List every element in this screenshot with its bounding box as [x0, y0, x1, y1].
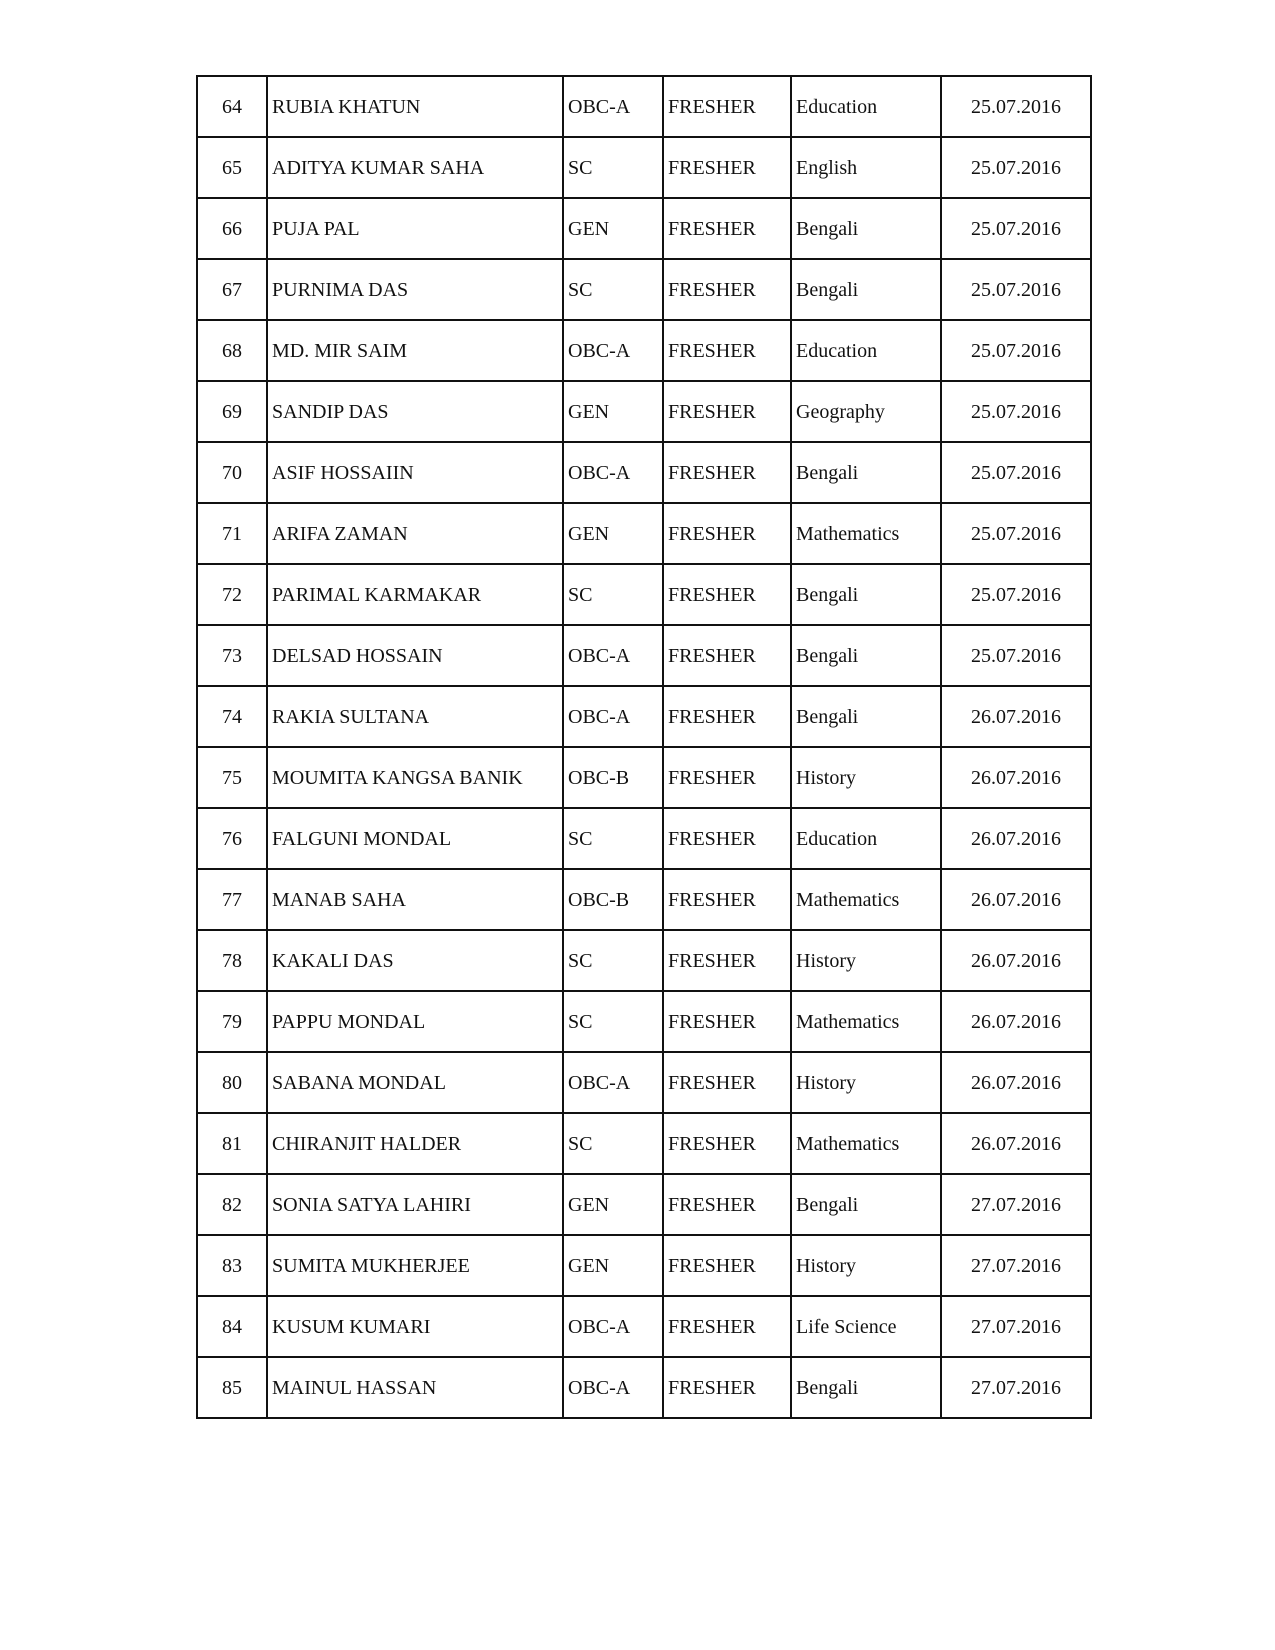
serial-number-cell: 64: [197, 76, 267, 137]
candidate-table: [196, 75, 1092, 1419]
subject-cell: Bengali: [791, 259, 941, 320]
subject-cell: Bengali: [791, 1357, 941, 1418]
category-cell: SC: [563, 137, 663, 198]
status-cell: FRESHER: [663, 869, 791, 930]
category-cell: SC: [563, 259, 663, 320]
serial-number-cell: 72: [197, 564, 267, 625]
subject-cell: English: [791, 137, 941, 198]
category-cell: GEN: [563, 503, 663, 564]
table-row: [197, 930, 1091, 991]
subject-cell: Bengali: [791, 1174, 941, 1235]
subject-cell: Education: [791, 76, 941, 137]
status-cell: FRESHER: [663, 259, 791, 320]
serial-number-cell: 71: [197, 503, 267, 564]
candidate-name-cell: SUMITA MUKHERJEE: [267, 1235, 563, 1296]
subject-cell: Life Science: [791, 1296, 941, 1357]
category-cell: SC: [563, 1113, 663, 1174]
serial-number-cell: 80: [197, 1052, 267, 1113]
candidate-name-cell: MD. MIR SAIM: [267, 320, 563, 381]
status-cell: FRESHER: [663, 747, 791, 808]
candidate-name-cell: PURNIMA DAS: [267, 259, 563, 320]
category-cell: OBC-A: [563, 1357, 663, 1418]
candidate-name-cell: MANAB SAHA: [267, 869, 563, 930]
status-cell: FRESHER: [663, 503, 791, 564]
candidate-name-cell: RUBIA KHATUN: [267, 76, 563, 137]
candidate-name-cell: SABANA MONDAL: [267, 1052, 563, 1113]
status-cell: FRESHER: [663, 320, 791, 381]
serial-number-cell: 77: [197, 869, 267, 930]
candidate-name-cell: MOUMITA KANGSA BANIK: [267, 747, 563, 808]
category-cell: GEN: [563, 1174, 663, 1235]
status-cell: FRESHER: [663, 442, 791, 503]
subject-cell: Mathematics: [791, 503, 941, 564]
table-row: [197, 1113, 1091, 1174]
date-cell: 26.07.2016: [941, 1113, 1091, 1174]
category-cell: OBC-A: [563, 1296, 663, 1357]
date-cell: 25.07.2016: [941, 503, 1091, 564]
candidate-name-cell: MAINUL HASSAN: [267, 1357, 563, 1418]
serial-number-cell: 70: [197, 442, 267, 503]
serial-number-cell: 66: [197, 198, 267, 259]
category-cell: OBC-B: [563, 747, 663, 808]
serial-number-cell: 67: [197, 259, 267, 320]
table-row: [197, 76, 1091, 137]
subject-cell: Geography: [791, 381, 941, 442]
candidate-name-cell: KAKALI DAS: [267, 930, 563, 991]
table-row: [197, 320, 1091, 381]
table-row: [197, 747, 1091, 808]
serial-number-cell: 85: [197, 1357, 267, 1418]
candidate-name-cell: CHIRANJIT HALDER: [267, 1113, 563, 1174]
status-cell: FRESHER: [663, 564, 791, 625]
status-cell: FRESHER: [663, 1235, 791, 1296]
date-cell: 25.07.2016: [941, 259, 1091, 320]
serial-number-cell: 68: [197, 320, 267, 381]
subject-cell: History: [791, 747, 941, 808]
category-cell: GEN: [563, 1235, 663, 1296]
subject-cell: Education: [791, 808, 941, 869]
category-cell: OBC-A: [563, 76, 663, 137]
subject-cell: Mathematics: [791, 869, 941, 930]
date-cell: 25.07.2016: [941, 320, 1091, 381]
candidate-name-cell: DELSAD HOSSAIN: [267, 625, 563, 686]
table-row: [197, 1174, 1091, 1235]
table-row: [197, 991, 1091, 1052]
serial-number-cell: 69: [197, 381, 267, 442]
candidate-name-cell: KUSUM KUMARI: [267, 1296, 563, 1357]
candidate-name-cell: ASIF HOSSAIIN: [267, 442, 563, 503]
date-cell: 26.07.2016: [941, 869, 1091, 930]
subject-cell: Education: [791, 320, 941, 381]
status-cell: FRESHER: [663, 76, 791, 137]
category-cell: GEN: [563, 381, 663, 442]
status-cell: FRESHER: [663, 930, 791, 991]
serial-number-cell: 78: [197, 930, 267, 991]
serial-number-cell: 83: [197, 1235, 267, 1296]
candidate-name-cell: PUJA PAL: [267, 198, 563, 259]
serial-number-cell: 73: [197, 625, 267, 686]
status-cell: FRESHER: [663, 137, 791, 198]
date-cell: 27.07.2016: [941, 1357, 1091, 1418]
date-cell: 26.07.2016: [941, 991, 1091, 1052]
serial-number-cell: 79: [197, 991, 267, 1052]
category-cell: OBC-A: [563, 442, 663, 503]
subject-cell: Bengali: [791, 198, 941, 259]
status-cell: FRESHER: [663, 808, 791, 869]
status-cell: FRESHER: [663, 991, 791, 1052]
status-cell: FRESHER: [663, 1174, 791, 1235]
date-cell: 25.07.2016: [941, 564, 1091, 625]
serial-number-cell: 75: [197, 747, 267, 808]
table-row: [197, 869, 1091, 930]
subject-cell: History: [791, 1052, 941, 1113]
serial-number-cell: 65: [197, 137, 267, 198]
status-cell: FRESHER: [663, 686, 791, 747]
table-row: [197, 381, 1091, 442]
serial-number-cell: 81: [197, 1113, 267, 1174]
subject-cell: History: [791, 930, 941, 991]
category-cell: SC: [563, 808, 663, 869]
date-cell: 25.07.2016: [941, 625, 1091, 686]
candidate-name-cell: SONIA SATYA LAHIRI: [267, 1174, 563, 1235]
category-cell: OBC-A: [563, 625, 663, 686]
category-cell: GEN: [563, 198, 663, 259]
status-cell: FRESHER: [663, 625, 791, 686]
candidate-name-cell: RAKIA SULTANA: [267, 686, 563, 747]
status-cell: FRESHER: [663, 1296, 791, 1357]
candidate-name-cell: ARIFA ZAMAN: [267, 503, 563, 564]
table-row: [197, 1357, 1091, 1418]
candidate-name-cell: PAPPU MONDAL: [267, 991, 563, 1052]
table-row: [197, 1296, 1091, 1357]
subject-cell: History: [791, 1235, 941, 1296]
status-cell: FRESHER: [663, 1357, 791, 1418]
category-cell: SC: [563, 930, 663, 991]
date-cell: 26.07.2016: [941, 808, 1091, 869]
table-row: [197, 1235, 1091, 1296]
candidate-name-cell: PARIMAL KARMAKAR: [267, 564, 563, 625]
table-row: [197, 198, 1091, 259]
table-row: [197, 686, 1091, 747]
serial-number-cell: 82: [197, 1174, 267, 1235]
candidate-name-cell: FALGUNI MONDAL: [267, 808, 563, 869]
table-row: [197, 137, 1091, 198]
status-cell: FRESHER: [663, 1113, 791, 1174]
table-row: [197, 259, 1091, 320]
subject-cell: Mathematics: [791, 1113, 941, 1174]
serial-number-cell: 84: [197, 1296, 267, 1357]
status-cell: FRESHER: [663, 1052, 791, 1113]
category-cell: OBC-A: [563, 320, 663, 381]
date-cell: 26.07.2016: [941, 1052, 1091, 1113]
date-cell: 26.07.2016: [941, 930, 1091, 991]
serial-number-cell: 74: [197, 686, 267, 747]
date-cell: 26.07.2016: [941, 747, 1091, 808]
table-row: [197, 564, 1091, 625]
date-cell: 25.07.2016: [941, 442, 1091, 503]
candidate-name-cell: ADITYA KUMAR SAHA: [267, 137, 563, 198]
date-cell: 26.07.2016: [941, 686, 1091, 747]
subject-cell: Bengali: [791, 442, 941, 503]
table-row: [197, 1052, 1091, 1113]
category-cell: OBC-B: [563, 869, 663, 930]
status-cell: FRESHER: [663, 198, 791, 259]
subject-cell: Bengali: [791, 564, 941, 625]
status-cell: FRESHER: [663, 381, 791, 442]
date-cell: 25.07.2016: [941, 137, 1091, 198]
subject-cell: Bengali: [791, 686, 941, 747]
date-cell: 25.07.2016: [941, 76, 1091, 137]
category-cell: SC: [563, 564, 663, 625]
table-row: [197, 503, 1091, 564]
date-cell: 27.07.2016: [941, 1174, 1091, 1235]
date-cell: 27.07.2016: [941, 1296, 1091, 1357]
category-cell: OBC-A: [563, 1052, 663, 1113]
date-cell: 25.07.2016: [941, 198, 1091, 259]
candidate-name-cell: SANDIP DAS: [267, 381, 563, 442]
date-cell: 27.07.2016: [941, 1235, 1091, 1296]
candidate-table-body: [197, 76, 1091, 1418]
date-cell: 25.07.2016: [941, 381, 1091, 442]
subject-cell: Mathematics: [791, 991, 941, 1052]
category-cell: SC: [563, 991, 663, 1052]
table-row: [197, 442, 1091, 503]
serial-number-cell: 76: [197, 808, 267, 869]
table-row: [197, 625, 1091, 686]
table-row: [197, 808, 1091, 869]
subject-cell: Bengali: [791, 625, 941, 686]
category-cell: OBC-A: [563, 686, 663, 747]
